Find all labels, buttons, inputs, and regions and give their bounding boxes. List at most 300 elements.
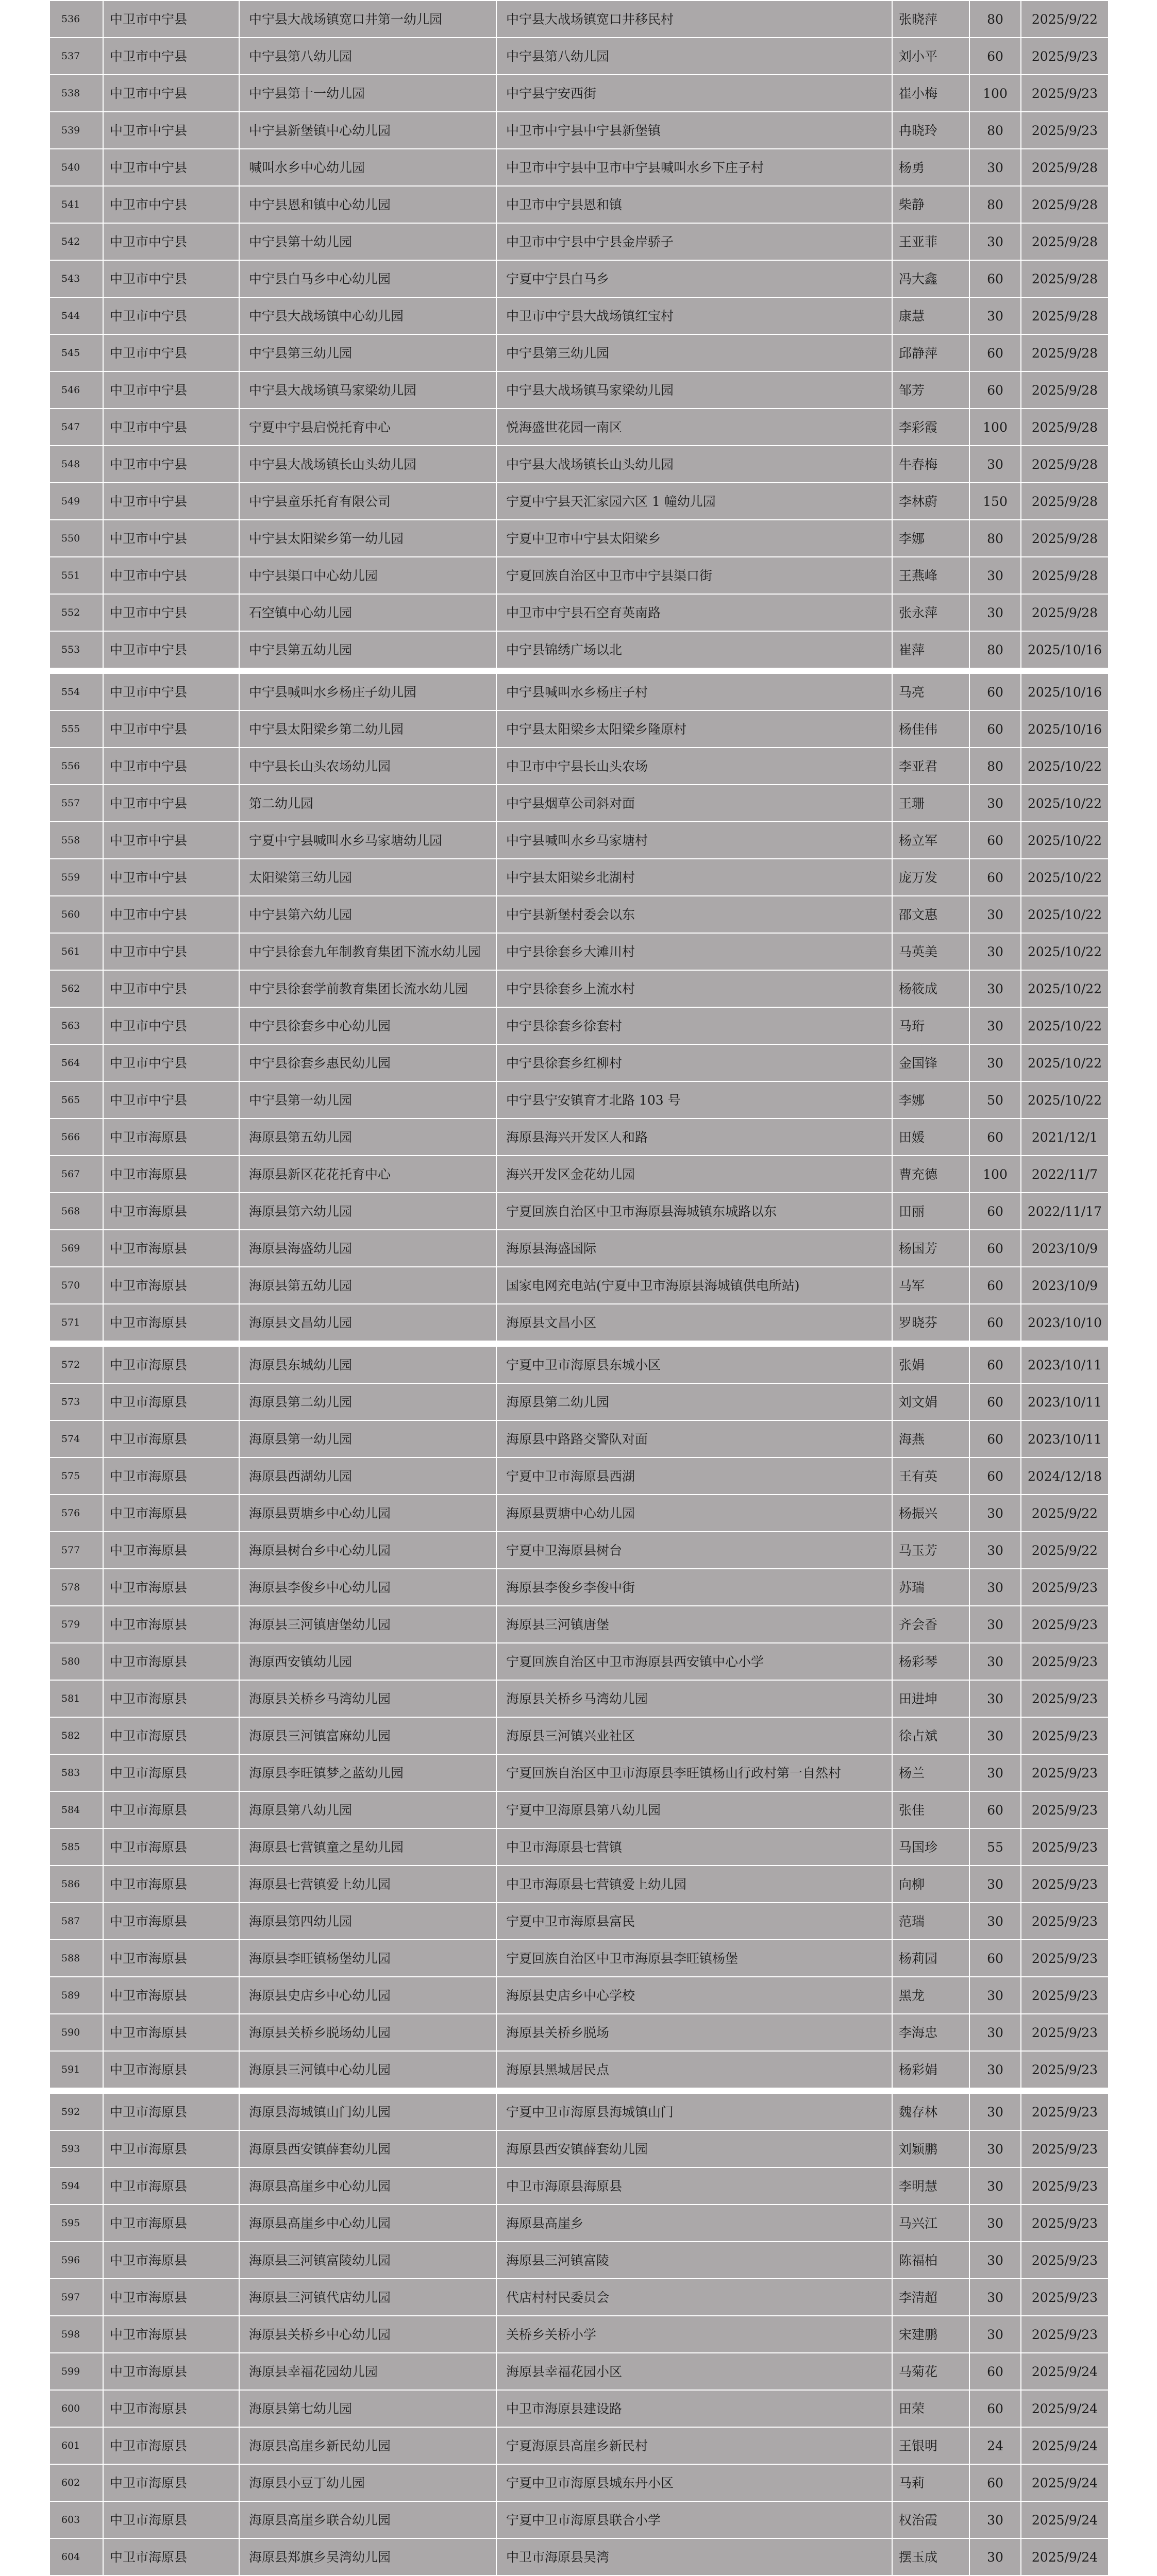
cell-date: 2023/10/11: [1021, 1346, 1109, 1383]
table-row: [49, 2051, 1109, 2088]
table-row: [49, 1532, 1109, 1569]
cell-date: 2025/9/28: [1021, 334, 1109, 371]
cell-seq-no: 586: [49, 1866, 103, 1903]
cell-school-name: 海原县幸福花园幼儿园: [239, 2353, 496, 2390]
cell-date: 2025/9/23: [1021, 2167, 1109, 2205]
cell-contact-person: 马英美: [892, 933, 969, 970]
table-row: [49, 520, 1109, 557]
cell-seq-no: 592: [49, 2093, 103, 2130]
cell-school-name: 海原县三河镇中心幼儿园: [239, 2051, 496, 2088]
page-gap: [49, 1342, 1108, 1346]
cell-capacity: 80: [969, 748, 1021, 785]
cell-contact-person: 杨筱成: [892, 970, 969, 1007]
cell-address: 宁夏中卫海原县树台: [496, 1532, 892, 1569]
table-row: [49, 933, 1109, 970]
cell-school-name: 海原县三河镇富麻幼儿园: [239, 1717, 496, 1754]
cell-contact-person: 刘文娟: [892, 1383, 969, 1420]
table-row: [49, 710, 1109, 748]
cell-city-county: 中卫市中宁县: [103, 371, 239, 409]
cell-seq-no: 540: [49, 149, 103, 186]
cell-date: 2025/10/16: [1021, 631, 1109, 668]
cell-address: 海原县贾塘中心幼儿园: [496, 1495, 892, 1532]
cell-school-name: 中宁县第一幼儿园: [239, 1081, 496, 1118]
cell-school-name: 石空镇中心幼儿园: [239, 594, 496, 631]
table-row: [49, 2130, 1109, 2167]
cell-address: 海原县海兴开发区人和路: [496, 1118, 892, 1156]
cell-capacity: 30: [969, 2130, 1021, 2167]
cell-contact-person: 杨佳伟: [892, 710, 969, 748]
cell-capacity: 30: [969, 2051, 1021, 2088]
cell-capacity: 60: [969, 334, 1021, 371]
cell-contact-person: 杨彩娟: [892, 2051, 969, 2088]
cell-address: 中宁县太阳梁乡太阳梁乡隆原村: [496, 710, 892, 748]
cell-seq-no: 551: [49, 557, 103, 594]
cell-seq-no: 596: [49, 2242, 103, 2279]
cell-city-county: 中卫市海原县: [103, 1754, 239, 1791]
table-row: [49, 2353, 1109, 2390]
cell-date: 2025/9/23: [1021, 1940, 1109, 1977]
cell-city-county: 中卫市海原县: [103, 1383, 239, 1420]
cell-school-name: 海原西安镇幼儿园: [239, 1643, 496, 1680]
cell-address: 海原县第二幼儿园: [496, 1383, 892, 1420]
records-table: [49, 673, 1109, 1342]
cell-contact-person: 徐占斌: [892, 1717, 969, 1754]
cell-capacity: 30: [969, 970, 1021, 1007]
cell-seq-no: 584: [49, 1791, 103, 1828]
cell-city-county: 中卫市海原县: [103, 1977, 239, 2014]
cell-seq-no: 546: [49, 371, 103, 409]
cell-address: 宁夏中卫市中宁县太阳梁乡: [496, 520, 892, 557]
cell-contact-person: 范瑞: [892, 1903, 969, 1940]
cell-date: 2025/9/23: [1021, 1606, 1109, 1643]
cell-seq-no: 541: [49, 186, 103, 223]
cell-date: 2025/10/22: [1021, 822, 1109, 859]
table-row: [49, 112, 1109, 149]
cell-capacity: 80: [969, 112, 1021, 149]
cell-seq-no: 559: [49, 859, 103, 896]
cell-seq-no: 567: [49, 1156, 103, 1193]
cell-date: 2025/9/23: [1021, 38, 1109, 75]
cell-seq-no: 575: [49, 1458, 103, 1495]
cell-school-name: 海原县高崖乡中心幼儿园: [239, 2167, 496, 2205]
cell-city-county: 中卫市海原县: [103, 1940, 239, 1977]
cell-capacity: 30: [969, 1717, 1021, 1754]
cell-seq-no: 570: [49, 1267, 103, 1304]
table-row: [49, 2205, 1109, 2242]
cell-city-county: 中卫市海原县: [103, 2167, 239, 2205]
cell-city-county: 中卫市海原县: [103, 1118, 239, 1156]
cell-date: 2025/9/28: [1021, 483, 1109, 520]
cell-city-county: 中卫市中宁县: [103, 896, 239, 933]
cell-seq-no: 569: [49, 1230, 103, 1267]
cell-school-name: 中宁县徐套学前教育集团长流水幼儿园: [239, 970, 496, 1007]
cell-school-name: 中宁县太阳梁乡第一幼儿园: [239, 520, 496, 557]
cell-city-county: 中卫市海原县: [103, 1156, 239, 1193]
cell-seq-no: 549: [49, 483, 103, 520]
cell-date: 2025/9/28: [1021, 371, 1109, 409]
cell-city-county: 中卫市海原县: [103, 1420, 239, 1458]
cell-capacity: 100: [969, 1156, 1021, 1193]
cell-address: 宁夏中宁县天汇家园六区 1 幢幼儿园: [496, 483, 892, 520]
cell-seq-no: 597: [49, 2279, 103, 2316]
records-table: [49, 2093, 1109, 2576]
cell-city-county: 中卫市中宁县: [103, 223, 239, 260]
cell-capacity: 30: [969, 1532, 1021, 1569]
cell-date: 2025/10/22: [1021, 1007, 1109, 1044]
cell-seq-no: 599: [49, 2353, 103, 2390]
cell-date: 2025/9/28: [1021, 520, 1109, 557]
cell-city-county: 中卫市海原县: [103, 1903, 239, 1940]
cell-city-county: 中卫市海原县: [103, 1193, 239, 1230]
cell-address: 海原县高崖乡: [496, 2205, 892, 2242]
cell-school-name: 中宁县第八幼儿园: [239, 38, 496, 75]
cell-city-county: 中卫市中宁县: [103, 483, 239, 520]
cell-school-name: 中宁县徐套九年制教育集团下流水幼儿园: [239, 933, 496, 970]
table-row: [49, 1383, 1109, 1420]
cell-capacity: 30: [969, 2014, 1021, 2051]
cell-city-county: 中卫市中宁县: [103, 710, 239, 748]
cell-address: 宁夏中卫海原县第八幼儿园: [496, 1791, 892, 1828]
cell-address: 宁夏中卫市海原县东城小区: [496, 1346, 892, 1383]
cell-capacity: 30: [969, 1044, 1021, 1081]
cell-seq-no: 603: [49, 2501, 103, 2538]
cell-address: 悦海盛世花园一南区: [496, 409, 892, 446]
cell-school-name: 海原县新区花花托育中心: [239, 1156, 496, 1193]
cell-seq-no: 542: [49, 223, 103, 260]
cell-capacity: 60: [969, 1193, 1021, 1230]
cell-contact-person: 李林蔚: [892, 483, 969, 520]
cell-contact-person: 王珊: [892, 785, 969, 822]
cell-capacity: 60: [969, 1304, 1021, 1341]
cell-school-name: 中宁县徐套乡中心幼儿园: [239, 1007, 496, 1044]
cell-contact-person: 柴静: [892, 186, 969, 223]
cell-contact-person: 杨国芳: [892, 1230, 969, 1267]
cell-seq-no: 538: [49, 75, 103, 112]
cell-school-name: 海原县第四幼儿园: [239, 1903, 496, 1940]
cell-date: 2025/9/23: [1021, 1754, 1109, 1791]
cell-city-county: 中卫市海原县: [103, 2316, 239, 2353]
cell-capacity: 30: [969, 1866, 1021, 1903]
cell-date: 2025/9/23: [1021, 2014, 1109, 2051]
cell-contact-person: 马亮: [892, 673, 969, 710]
cell-school-name: 中宁县大战场镇中心幼儿园: [239, 297, 496, 334]
cell-date: 2025/9/22: [1021, 1532, 1109, 1569]
cell-seq-no: 562: [49, 970, 103, 1007]
cell-capacity: 60: [969, 673, 1021, 710]
cell-seq-no: 593: [49, 2130, 103, 2167]
cell-address: 海原县文昌小区: [496, 1304, 892, 1341]
cell-seq-no: 594: [49, 2167, 103, 2205]
cell-date: 2025/9/28: [1021, 260, 1109, 297]
cell-school-name: 海原县郑旗乡吴湾幼儿园: [239, 2538, 496, 2575]
cell-capacity: 80: [969, 186, 1021, 223]
table-row: [49, 409, 1109, 446]
cell-contact-person: 王银明: [892, 2427, 969, 2464]
cell-address: 宁夏海原县高崖乡新民村: [496, 2427, 892, 2464]
cell-capacity: 60: [969, 1346, 1021, 1383]
cell-city-county: 中卫市中宁县: [103, 933, 239, 970]
cell-contact-person: 齐会香: [892, 1606, 969, 1643]
cell-school-name: 中宁县喊叫水乡杨庄子幼儿园: [239, 673, 496, 710]
cell-school-name: 中宁县第十一幼儿园: [239, 75, 496, 112]
table-row: [49, 2538, 1109, 2575]
cell-city-county: 中卫市中宁县: [103, 748, 239, 785]
cell-seq-no: 591: [49, 2051, 103, 2088]
cell-seq-no: 548: [49, 446, 103, 483]
cell-contact-person: 崔小梅: [892, 75, 969, 112]
cell-date: 2023/10/10: [1021, 1304, 1109, 1341]
cell-contact-person: 马军: [892, 1267, 969, 1304]
cell-date: 2023/10/11: [1021, 1420, 1109, 1458]
cell-school-name: 海原县史店乡中心幼儿园: [239, 1977, 496, 2014]
cell-seq-no: 537: [49, 38, 103, 75]
cell-city-county: 中卫市中宁县: [103, 112, 239, 149]
cell-seq-no: 565: [49, 1081, 103, 1118]
cell-capacity: 60: [969, 1420, 1021, 1458]
cell-seq-no: 585: [49, 1828, 103, 1866]
cell-date: 2025/9/23: [1021, 2316, 1109, 2353]
cell-address: 宁夏中卫市海原县海城镇山门: [496, 2093, 892, 2130]
cell-capacity: 60: [969, 1267, 1021, 1304]
cell-capacity: 30: [969, 223, 1021, 260]
cell-contact-person: 杨莉园: [892, 1940, 969, 1977]
cell-city-county: 中卫市中宁县: [103, 38, 239, 75]
cell-seq-no: 564: [49, 1044, 103, 1081]
cell-contact-person: 王亚菲: [892, 223, 969, 260]
table-row: [49, 2464, 1109, 2501]
cell-capacity: 30: [969, 2242, 1021, 2279]
cell-address: 海原县中路路交警队对面: [496, 1420, 892, 1458]
cell-contact-person: 牛春梅: [892, 446, 969, 483]
cell-date: 2025/9/28: [1021, 223, 1109, 260]
cell-address: 宁夏回族自治区中卫市海原县李旺镇杨堡: [496, 1940, 892, 1977]
cell-date: 2025/9/24: [1021, 2427, 1109, 2464]
cell-school-name: 中宁县渠口中心幼儿园: [239, 557, 496, 594]
cell-city-county: 中卫市海原县: [103, 1230, 239, 1267]
cell-seq-no: 554: [49, 673, 103, 710]
cell-contact-person: 邱静萍: [892, 334, 969, 371]
cell-address: 宁夏回族自治区中卫市中宁县渠口街: [496, 557, 892, 594]
table-row: [49, 822, 1109, 859]
cell-capacity: 30: [969, 594, 1021, 631]
cell-date: 2025/10/22: [1021, 970, 1109, 1007]
cell-address: 中宁县第三幼儿园: [496, 334, 892, 371]
cell-school-name: 海原县海盛幼儿园: [239, 1230, 496, 1267]
table-row: [49, 631, 1109, 668]
cell-date: 2025/10/22: [1021, 896, 1109, 933]
cell-seq-no: 579: [49, 1606, 103, 1643]
table-row: [49, 1267, 1109, 1304]
cell-date: 2025/9/28: [1021, 186, 1109, 223]
cell-school-name: 中宁县白马乡中心幼儿园: [239, 260, 496, 297]
cell-city-county: 中卫市中宁县: [103, 1044, 239, 1081]
cell-address: 中宁县大战场镇宽口井移民村: [496, 1, 892, 38]
cell-date: 2022/11/7: [1021, 1156, 1109, 1193]
cell-contact-person: 李明慧: [892, 2167, 969, 2205]
table-row: [49, 1680, 1109, 1717]
cell-school-name: 喊叫水乡中心幼儿园: [239, 149, 496, 186]
cell-city-county: 中卫市中宁县: [103, 1, 239, 38]
table-row: [49, 2501, 1109, 2538]
cell-contact-person: 庞万发: [892, 859, 969, 896]
cell-capacity: 30: [969, 2093, 1021, 2130]
cell-date: 2025/9/28: [1021, 149, 1109, 186]
cell-seq-no: 543: [49, 260, 103, 297]
cell-address: 中宁县大战场镇马家梁幼儿园: [496, 371, 892, 409]
cell-capacity: 60: [969, 2390, 1021, 2427]
cell-capacity: 100: [969, 409, 1021, 446]
table-row: [49, 75, 1109, 112]
cell-city-county: 中卫市中宁县: [103, 1081, 239, 1118]
cell-date: 2023/10/11: [1021, 1383, 1109, 1420]
cell-address: 中卫市海原县吴湾: [496, 2538, 892, 2575]
cell-contact-person: 杨立军: [892, 822, 969, 859]
table-row: [49, 2167, 1109, 2205]
cell-school-name: 海原县树台乡中心幼儿园: [239, 1532, 496, 1569]
cell-school-name: 宁夏中宁县启悦托育中心: [239, 409, 496, 446]
cell-seq-no: 572: [49, 1346, 103, 1383]
table-row: [49, 1754, 1109, 1791]
cell-school-name: 海原县关桥乡中心幼儿园: [239, 2316, 496, 2353]
cell-city-county: 中卫市海原县: [103, 1532, 239, 1569]
cell-seq-no: 561: [49, 933, 103, 970]
cell-date: 2025/10/22: [1021, 859, 1109, 896]
cell-city-county: 中卫市海原县: [103, 1866, 239, 1903]
cell-capacity: 60: [969, 2353, 1021, 2390]
records-table: [49, 1346, 1109, 2089]
cell-capacity: 80: [969, 631, 1021, 668]
cell-capacity: 150: [969, 483, 1021, 520]
table-row: [49, 1977, 1109, 2014]
cell-school-name: 海原县第五幼儿园: [239, 1267, 496, 1304]
cell-address: 中宁县大战场镇长山头幼儿园: [496, 446, 892, 483]
table-row: [49, 38, 1109, 75]
cell-capacity: 60: [969, 1383, 1021, 1420]
cell-capacity: 30: [969, 1569, 1021, 1606]
cell-date: 2025/9/24: [1021, 2538, 1109, 2575]
cell-capacity: 60: [969, 1230, 1021, 1267]
cell-city-county: 中卫市中宁县: [103, 557, 239, 594]
cell-contact-person: 金国锋: [892, 1044, 969, 1081]
cell-date: 2025/10/22: [1021, 785, 1109, 822]
table-row: [49, 785, 1109, 822]
cell-contact-person: 邵文惠: [892, 896, 969, 933]
cell-contact-person: 李海忠: [892, 2014, 969, 2051]
table-row: [49, 2093, 1109, 2130]
cell-city-county: 中卫市海原县: [103, 1267, 239, 1304]
cell-address: 中宁县徐套乡红柳村: [496, 1044, 892, 1081]
cell-contact-person: 马菊花: [892, 2353, 969, 2390]
cell-date: 2025/10/22: [1021, 1044, 1109, 1081]
cell-capacity: 80: [969, 520, 1021, 557]
cell-seq-no: 578: [49, 1569, 103, 1606]
cell-contact-person: 李娜: [892, 1081, 969, 1118]
cell-school-name: 海原县关桥乡脱场幼儿园: [239, 2014, 496, 2051]
cell-date: 2024/12/18: [1021, 1458, 1109, 1495]
cell-city-county: 中卫市中宁县: [103, 186, 239, 223]
cell-school-name: 第二幼儿园: [239, 785, 496, 822]
cell-address: 中宁县徐套乡大滩川村: [496, 933, 892, 970]
table-row: [49, 1569, 1109, 1606]
cell-capacity: 30: [969, 1977, 1021, 2014]
cell-school-name: 海原县海城镇山门幼儿园: [239, 2093, 496, 2130]
cell-city-county: 中卫市中宁县: [103, 631, 239, 668]
cell-contact-person: 马国珍: [892, 1828, 969, 1866]
table-row: [49, 2316, 1109, 2353]
cell-capacity: 30: [969, 2501, 1021, 2538]
cell-contact-person: 魏存林: [892, 2093, 969, 2130]
table-row: [49, 896, 1109, 933]
cell-contact-person: 田进坤: [892, 1680, 969, 1717]
cell-address: 宁夏中卫市海原县联合小学: [496, 2501, 892, 2538]
table-row: [49, 1717, 1109, 1754]
table-row: [49, 2279, 1109, 2316]
cell-school-name: 中宁县童乐托育有限公司: [239, 483, 496, 520]
cell-city-county: 中卫市海原县: [103, 2353, 239, 2390]
cell-capacity: 50: [969, 1081, 1021, 1118]
cell-capacity: 60: [969, 1118, 1021, 1156]
cell-city-county: 中卫市海原县: [103, 1643, 239, 1680]
cell-address: 中卫市海原县七营镇: [496, 1828, 892, 1866]
table-row: [49, 2427, 1109, 2464]
cell-capacity: 30: [969, 933, 1021, 970]
cell-address: 中卫市中宁县大战场镇红宝村: [496, 297, 892, 334]
cell-school-name: 海原县第六幼儿园: [239, 1193, 496, 1230]
cell-address: 海原县三河镇兴业社区: [496, 1717, 892, 1754]
cell-date: 2025/9/28: [1021, 446, 1109, 483]
cell-seq-no: 545: [49, 334, 103, 371]
cell-contact-person: 宋建鹏: [892, 2316, 969, 2353]
cell-address: 中宁县宁安西街: [496, 75, 892, 112]
cell-school-name: 中宁县第六幼儿园: [239, 896, 496, 933]
cell-address: 海原县三河镇唐堡: [496, 1606, 892, 1643]
cell-contact-person: 马玉芳: [892, 1532, 969, 1569]
table-row: [49, 1495, 1109, 1532]
cell-contact-person: 冯大鑫: [892, 260, 969, 297]
table-row: [49, 1903, 1109, 1940]
cell-city-county: 中卫市中宁县: [103, 673, 239, 710]
cell-city-county: 中卫市海原县: [103, 1458, 239, 1495]
cell-city-county: 中卫市海原县: [103, 1606, 239, 1643]
cell-city-county: 中卫市中宁县: [103, 594, 239, 631]
table-row: [49, 334, 1109, 371]
cell-date: 2025/9/23: [1021, 2130, 1109, 2167]
cell-school-name: 海原县七营镇童之星幼儿园: [239, 1828, 496, 1866]
cell-address: 海原县黑城居民点: [496, 2051, 892, 2088]
page-gap: [49, 2089, 1108, 2093]
cell-school-name: 中宁县新堡镇中心幼儿园: [239, 112, 496, 149]
cell-capacity: 55: [969, 1828, 1021, 1866]
cell-date: 2025/9/23: [1021, 75, 1109, 112]
cell-address: 宁夏中卫市海原县西湖: [496, 1458, 892, 1495]
table-row: [49, 2014, 1109, 2051]
cell-capacity: 30: [969, 785, 1021, 822]
cell-date: 2023/10/9: [1021, 1230, 1109, 1267]
cell-address: 中宁县喊叫水乡杨庄子村: [496, 673, 892, 710]
cell-date: 2023/10/9: [1021, 1267, 1109, 1304]
cell-school-name: 海原县第七幼儿园: [239, 2390, 496, 2427]
cell-address: 中宁县锦绣广场以北: [496, 631, 892, 668]
cell-seq-no: 577: [49, 1532, 103, 1569]
cell-city-county: 中卫市海原县: [103, 1680, 239, 1717]
cell-seq-no: 601: [49, 2427, 103, 2464]
cell-school-name: 太阳梁第三幼儿园: [239, 859, 496, 896]
cell-capacity: 60: [969, 822, 1021, 859]
cell-city-county: 中卫市中宁县: [103, 520, 239, 557]
cell-capacity: 30: [969, 446, 1021, 483]
cell-city-county: 中卫市海原县: [103, 1828, 239, 1866]
cell-city-county: 中卫市中宁县: [103, 1007, 239, 1044]
